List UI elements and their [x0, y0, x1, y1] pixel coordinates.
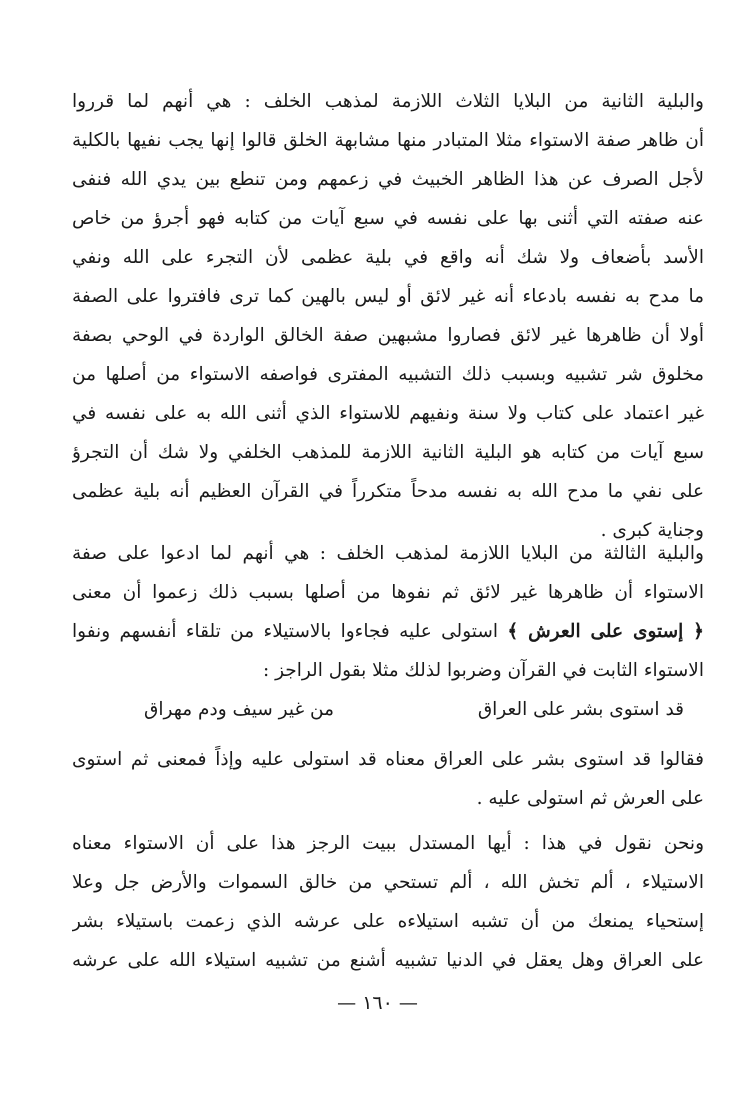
text-line: فقالوا قد استوى بشر على العراق معناه قد استولى عليه وإذاً فمعنى ثم استوى	[72, 749, 704, 770]
quran-quote: ﴿ إستوى على العرش ﴾	[507, 621, 704, 642]
text-line: الاستيلاء ، ألم تخش الله ، ألم تستحي من خالق السموات والأرض جل وعلا	[72, 872, 704, 893]
verse-hemistich-first: قد استوى بشر على العراق	[477, 699, 684, 720]
paragraph-rebuttal	[72, 824, 704, 980]
text-line: على العرش ثم استولى عليه .	[476, 788, 704, 809]
paragraph-second-calamity	[72, 82, 704, 550]
text-line: عنه صفته التي أثنى بها على نفسه في سبع آيات من كتابه فهو أجرؤ من خاص	[72, 208, 704, 229]
text-line: ونحن نقول في هذا : أيها المستدل ببيت الرجز هذا على أن الاستواء معناه	[72, 833, 704, 854]
text-line-with-quote	[72, 612, 704, 651]
text-line: مخلوق شر تشبيه وبسبب ذلك التشبيه المفترى فواصفه الاستواء من أصلها من	[72, 364, 704, 385]
page-number: — ١٦٠ —	[337, 992, 418, 1014]
paragraph-interpretation	[72, 740, 704, 818]
text-line: والبلية الثانية من البلايا الثلاث اللازمة لمذهب الخلف : هي أنهم لما قرروا	[72, 91, 704, 112]
text-line: الاستواء أن ظاهرها غير لائق ثم نفوها من أصلها بسبب ذلك زعموا أن معنى	[72, 582, 704, 603]
text-line: سبع آيات من كتابه هو البلية الثانية اللازمة للمذهب الخلفي ولا شك أن التجرؤ	[72, 442, 704, 463]
paragraph-third-calamity	[72, 534, 704, 690]
text-line: والبلية الثالثة من البلايا اللازمة لمذهب الخلف : هي أنهم لما ادعوا على صفة	[72, 543, 704, 564]
text-line: أولا أن ظاهرها غير لائق فصاروا مشبهين صفة الخالق الواردة في الوحي بصفة	[72, 325, 704, 346]
text-line: الاستواء الثابت في القرآن وضربوا لذلك مثلا بقول الراجز :	[262, 660, 704, 681]
text-line: إستحياء يمنعك من أن تشبه استيلاءه على عرشه الذي زعمت باستيلاء بشر	[72, 911, 704, 932]
text-line: لأجل الصرف عن هذا الظاهر الخبيث في زعمهم ومن تنطع بين يدي الله فنفى	[72, 169, 704, 190]
text-line: على نفي ما مدح الله به نفسه مدحاً متكرراً في القرآن العظيم أنه بلية عظمى	[72, 481, 704, 502]
text-segment: استولى عليه فجاءوا بالاستيلاء من تلقاء أنفسهم ونفوا	[72, 621, 508, 642]
verse-hemistich-second: من غير سيف ودم مهراق	[144, 699, 334, 720]
text-line: ما مدح به نفسه بادعاء أنه غير لائق أو ليس بالهين كما ترى فافتروا على الصفة	[72, 286, 704, 307]
text-line: وجناية كبرى .	[600, 520, 704, 541]
text-line: غير اعتماد على كتاب ولا سنة ونفيهم للاستواء الذي أثنى الله به على نفسه في	[72, 403, 704, 424]
text-line: الأسد بأضعاف ولا شك أنه واقع في بلية عظمى لأن التجرء على الله ونفي	[72, 247, 704, 268]
text-line: أن ظاهر صفة الاستواء مثلا المتبادر منها مشابهة الخلق قالوا إنها يجب نفيها بالكلية	[72, 130, 704, 151]
text-line: على العراق وهل يعقل في الدنيا تشبيه أشنع من تشبيه استيلاء الله على عرشه	[72, 950, 704, 971]
